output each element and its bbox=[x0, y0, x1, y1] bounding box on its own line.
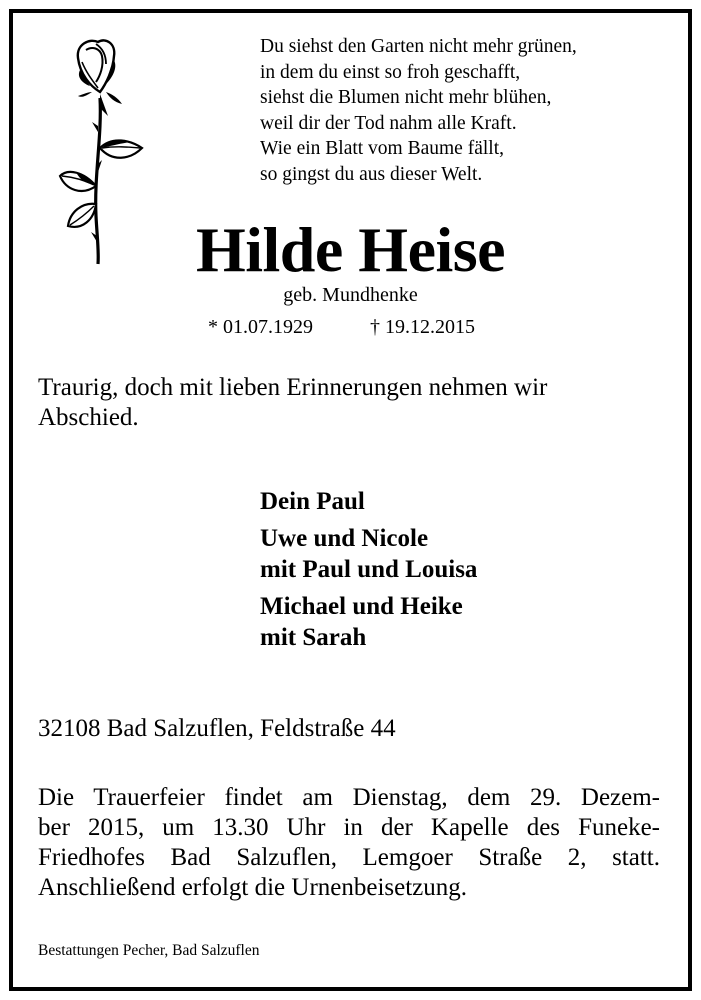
deceased-name: Hilde Heise bbox=[195, 214, 506, 285]
funeral-home: Bestattungen Pecher, Bad Salzuflen bbox=[38, 942, 260, 959]
poem-line: in dem du einst so froh geschafft, bbox=[260, 61, 521, 83]
mourners-list bbox=[260, 486, 680, 659]
mourner-line: mit Paul und Louisa bbox=[260, 556, 478, 583]
farewell-line: Abschied. bbox=[38, 404, 139, 431]
mourner-line: mit Sarah bbox=[260, 624, 367, 651]
farewell-line: Traurig, doch mit lieben Erinnerungen nehmen wir bbox=[38, 374, 548, 401]
maiden-name: geb. Mundhenke bbox=[283, 284, 418, 306]
service-info bbox=[38, 783, 660, 903]
mourner-group bbox=[260, 486, 680, 517]
mourner-line: Uwe und Nicole bbox=[260, 525, 429, 552]
mourner-line: Dein Paul bbox=[260, 488, 365, 515]
birth-date: * 01.07.1929 bbox=[208, 316, 313, 338]
service-line: Anschließend erfolgt die Urnenbeisetzung. bbox=[38, 874, 468, 901]
mourner-group bbox=[260, 523, 680, 585]
poem-line: siehst die Blumen nicht mehr blühen, bbox=[260, 87, 552, 108]
service-line: Die Trauerfeier findet am Dienstag, dem 29. Dezem- bbox=[38, 784, 660, 811]
poem bbox=[260, 34, 670, 187]
death-date: † 19.12.2015 bbox=[370, 316, 475, 338]
mourner-group bbox=[260, 591, 680, 653]
poem-line: so gingst du aus dieser Welt. bbox=[260, 163, 483, 185]
poem-line: weil dir der Tod nahm alle Kraft. bbox=[260, 112, 517, 134]
mourner-line: Michael und Heike bbox=[260, 593, 463, 620]
mourner-address: 32108 Bad Salzuflen, Feldstraße 44 bbox=[38, 715, 396, 742]
poem-line: Wie ein Blatt vom Baume fällt, bbox=[260, 138, 504, 159]
service-line: Friedhofes Bad Salzuflen, Lemgoer Straße 2, statt. bbox=[38, 844, 660, 871]
service-line: ber 2015, um 13.30 Uhr in der Kapelle des Funeke- bbox=[38, 814, 660, 841]
farewell-text bbox=[38, 373, 678, 433]
poem-line: Du siehst den Garten nicht mehr grünen, bbox=[260, 36, 577, 57]
